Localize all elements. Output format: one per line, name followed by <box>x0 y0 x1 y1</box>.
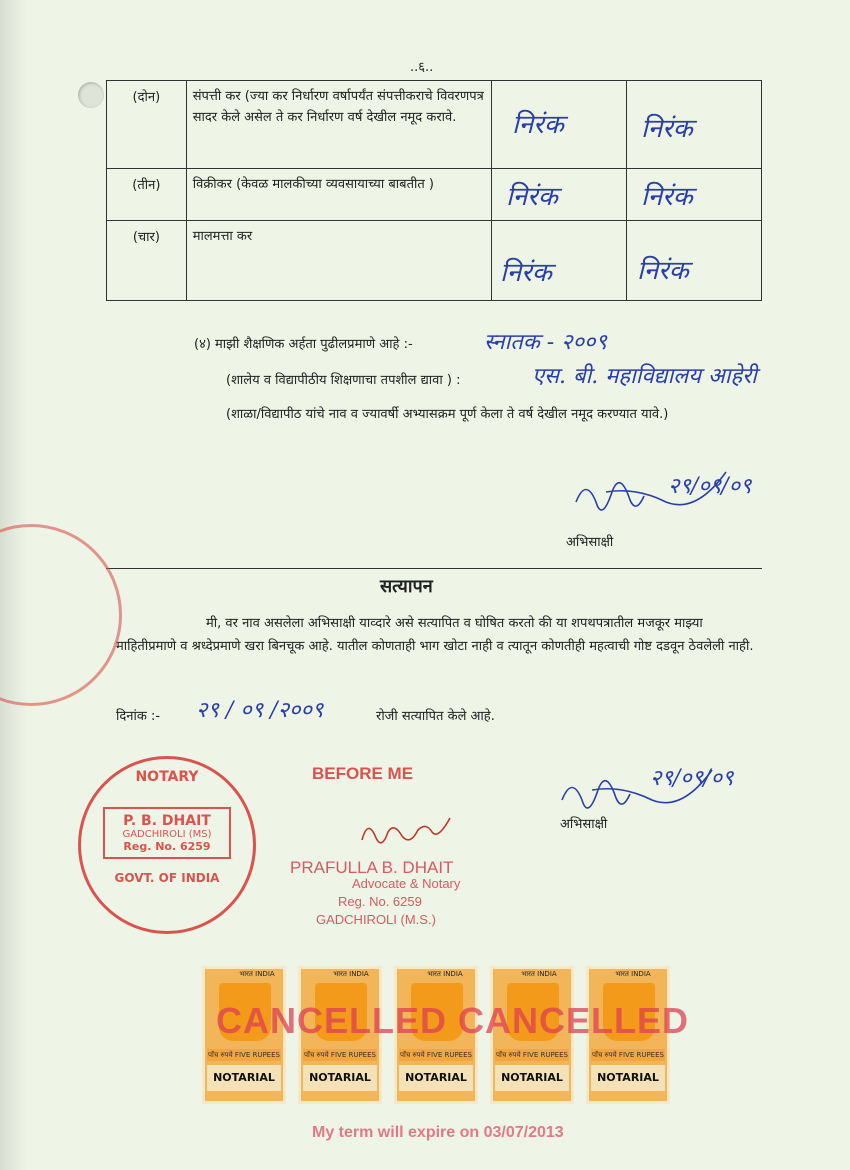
handwritten-value: निरंक <box>641 114 693 144</box>
handwritten-value: निरंक <box>500 258 552 288</box>
row-number: (दोन) <box>107 81 187 169</box>
punch-hole <box>78 82 104 108</box>
education-note: (शाळा/विद्यापीठ यांचे नाव व ज्यावर्षी अभ्यासक्रम पूर्ण केला ते वर्ष देखील नमूद करण्यात यावे.) <box>226 407 669 422</box>
notary-place: GADCHIROLI (M.S.) <box>316 912 436 927</box>
stamp-country-row <box>210 970 680 979</box>
row-description: मालमत्ता कर <box>186 221 491 301</box>
before-me: BEFORE ME <box>312 764 414 783</box>
row-description: संपत्ती कर (ज्या कर निर्धारण वर्षापर्यंत संपत्तीकराचे विवरणपत्र सादर केले असेल ते कर निर्धारण वर्ष देखील नमूद करावे. <box>186 81 491 169</box>
education-label: (४) माझी शैक्षणिक अर्हता पुढीलप्रमाणे आहे :- <box>194 337 413 352</box>
notary-signature <box>356 812 456 852</box>
stamp-country: भारत INDIA <box>615 970 651 978</box>
deponent-label: अभिसाक्षी <box>566 535 614 550</box>
date-label: दिनांक :- <box>116 709 161 724</box>
seal-bottom: GOVT. OF INDIA <box>114 871 220 885</box>
stamp-country: भारत INDIA <box>521 970 557 978</box>
revenue-stamp: पाँच रुपये FIVE RUPEES NOTARIAL <box>394 966 478 1104</box>
stamp-country: भारत INDIA <box>333 970 369 978</box>
notary-title: Advocate & Notary <box>352 876 461 891</box>
table-row <box>107 169 762 221</box>
stamp-country: भारत INDIA <box>239 970 275 978</box>
table-row <box>107 221 762 301</box>
signature-date-2: २९/०९/०९ <box>650 766 734 791</box>
row-number: (तीन) <box>107 169 187 221</box>
table-row <box>107 81 762 169</box>
education-detail-value: एस. बी. महाविद्यालय आहेरी <box>532 364 757 389</box>
verification-heading: सत्यापन <box>380 576 433 597</box>
revenue-stamp: पाँच रुपये FIVE RUPEES NOTARIAL <box>298 966 382 1104</box>
divider <box>106 568 762 569</box>
deponent-label-2: अभिसाक्षी <box>560 817 608 832</box>
page-number: ..६.. <box>410 60 434 75</box>
revenue-stamp: पाँच रुपये FIVE RUPEES NOTARIAL <box>202 966 286 1104</box>
row-number: (चार) <box>107 221 187 301</box>
handwritten-value: निरंक <box>641 182 693 212</box>
verification-text: मी, वर नाव असलेला अभिसाक्षी याव्दारे असे सत्यापित व घोषित करतो की या शपथपत्रातील मजकूर माझ्या माहितीप्रमाणे व श्रध्देप्रमाणे खरा बिनचूक आहे. यातील कोणताही भाग खोटा नाही व त्यातून कोणतीही महत्वाची गोष्ट दडवून ठेवलेली नाही. <box>116 616 754 655</box>
seal-top: NOTARY <box>135 769 199 785</box>
stamp-country: भारत INDIA <box>427 970 463 978</box>
tax-table <box>106 80 762 301</box>
row-description: विक्रीकर (केवळ मालकीच्या व्यवसायाच्या बाबतीत ) <box>186 169 491 221</box>
education-detail-label: (शालेय व विद्यापीठीय शिक्षणाचा तपशील द्यावा ) : <box>226 373 461 388</box>
date-suffix: रोजी सत्यापित केले आहे. <box>376 709 495 724</box>
revenue-stamp: पाँच रुपये FIVE RUPEES NOTARIAL <box>586 966 670 1104</box>
revenue-stamp: पाँच रुपये FIVE RUPEES NOTARIAL <box>490 966 574 1104</box>
seal-reg: Reg. No. 6259 <box>123 840 211 853</box>
notary-seal-faded <box>0 524 122 706</box>
expiry-stamp: My term will expire on 03/07/2013 <box>312 1124 564 1141</box>
notary-name: PRAFULLA B. DHAIT <box>290 858 454 877</box>
signature-date: २९/०९/०९ <box>668 474 752 499</box>
handwritten-value: निरंक <box>637 256 689 286</box>
cancelled-stamp: CANCELLED CANCELLED <box>216 1000 689 1041</box>
handwritten-value: निरंक <box>506 182 558 212</box>
seal-place: GADCHIROLI (MS) <box>122 829 212 840</box>
seal-name: P. B. DHAIT <box>123 813 211 829</box>
education-value: स्नातक - २००९ <box>484 330 607 355</box>
notary-seal <box>78 756 256 934</box>
notary-reg: Reg. No. 6259 <box>338 894 422 909</box>
handwritten-value: निरंक <box>512 110 564 140</box>
date-value: २९ / ०९ /२००९ <box>196 698 324 723</box>
